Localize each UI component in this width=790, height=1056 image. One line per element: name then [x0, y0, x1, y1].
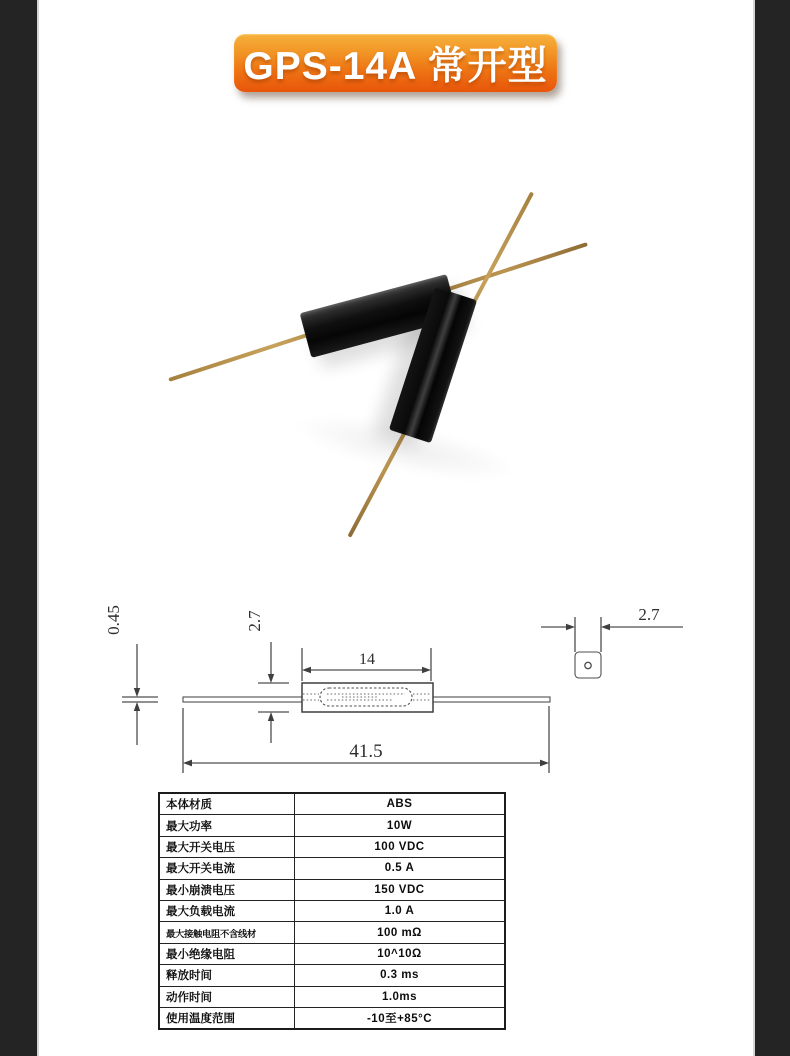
spec-row	[159, 879, 505, 900]
spec-row	[159, 986, 505, 1007]
drawing-end-view-body	[575, 652, 601, 678]
spec-value: 0.5 A	[295, 858, 506, 879]
spec-value: 150 VDC	[295, 879, 506, 900]
arrowhead	[566, 624, 575, 630]
arrowhead	[134, 702, 140, 711]
spec-row	[159, 836, 505, 857]
spec-label: 动作时间	[159, 986, 295, 1007]
arrowhead	[422, 667, 431, 673]
spec-value: 1.0ms	[295, 986, 506, 1007]
arrowhead	[302, 667, 311, 673]
spec-label: 最大负载电流	[159, 900, 295, 921]
arrowhead	[268, 712, 274, 721]
spec-value: 10^10Ω	[295, 943, 506, 964]
spec-label: 最大开关电流	[159, 858, 295, 879]
spec-row	[159, 858, 505, 879]
spec-row	[159, 965, 505, 986]
spec-row	[159, 793, 505, 815]
drawing-switch-body	[302, 683, 433, 712]
spec-value: ABS	[295, 793, 506, 815]
spec-row	[159, 1007, 505, 1029]
arrowhead	[540, 760, 549, 767]
spec-row	[159, 943, 505, 964]
dim-body-height: 2.7	[244, 610, 264, 632]
spec-row	[159, 922, 505, 943]
spec-label: 最大接触电阻不含线材	[159, 922, 295, 943]
arrowhead	[601, 624, 610, 630]
product-photo	[37, 110, 753, 580]
spec-row	[159, 815, 505, 836]
dim-contact-length: 14	[359, 651, 375, 668]
arrowhead	[183, 760, 192, 767]
spec-value: -10至+85°C	[295, 1007, 506, 1029]
spec-value: 0.3 ms	[295, 965, 506, 986]
spec-row	[159, 900, 505, 921]
spec-label: 最小绝缘电阻	[159, 943, 295, 964]
right-letterbox-bar	[753, 0, 790, 1056]
spec-value: 1.0 A	[295, 900, 506, 921]
dim-body-width: 2.7	[638, 605, 660, 624]
spec-label: 释放时间	[159, 965, 295, 986]
spec-table	[158, 792, 506, 1030]
spec-value: 10W	[295, 815, 506, 836]
spec-label: 本体材质	[159, 793, 295, 815]
spec-label: 最大开关电压	[159, 836, 295, 857]
product-title: GPS-14A 常开型	[243, 45, 548, 88]
spec-label: 使用温度范围	[159, 1007, 295, 1029]
dimension-drawing	[37, 580, 754, 790]
arrowhead	[134, 688, 140, 697]
spec-label: 最小崩溃电压	[159, 879, 295, 900]
dim-lead-diameter: 0.45	[103, 605, 123, 635]
product-title-banner	[234, 34, 557, 92]
left-letterbox-bar	[0, 0, 39, 1056]
arrowhead	[268, 674, 274, 683]
spec-label: 最大功率	[159, 815, 295, 836]
dim-overall-length: 41.5	[349, 741, 383, 762]
spec-value: 100 VDC	[295, 836, 506, 857]
spec-value: 100 mΩ	[295, 922, 506, 943]
